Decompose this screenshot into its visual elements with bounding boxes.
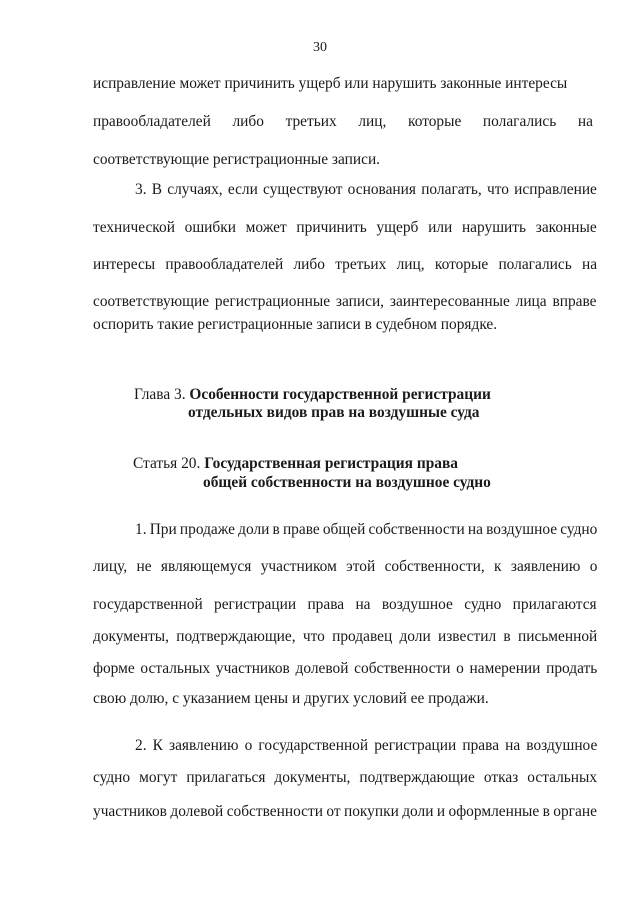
article-prefix: Статья 20. [133,455,201,472]
text-line: 1. При продаже доли в праве общей собственности на воздушное судно [135,521,598,538]
text-line: лицу, не являющемуся участником этой собственности, к заявлению о [93,558,598,575]
text-line: исправление может причинить ущерб или нарушить законные интересы [93,75,568,92]
chapter-title-line2: отдельных видов прав на воздушные суда [188,404,480,421]
chapter-prefix: Глава 3. [134,386,186,403]
text-line: документы, подтверждающие, что продавец доли известил в письменной [93,628,598,645]
word: третьих [285,113,337,130]
text-line: форме остальных участников долевой собственности о намерении продать [93,660,598,677]
text-line: участников долевой собственности от покупки доли и оформленные в органе [93,803,597,820]
article-title-line1: Государственная регистрация права [204,455,458,472]
text-line: соответствующие регистрационные записи. [93,151,381,168]
chapter-heading-line2 [188,404,479,422]
text-line: 2. К заявлению о государственной регистрации права на воздушное [135,737,598,754]
chapter-heading [134,386,491,404]
text-line: судно могут прилагаться документы, подтверждающие отказ остальных [93,769,598,786]
word: правообладателей [93,113,211,130]
word: которые [408,113,462,130]
text-line: интересы правообладателей либо третьих лиц, которые полагались на [93,256,598,273]
text-line: соответствующие регистрационные записи, заинтересованные лица вправе [93,293,597,310]
text-line: свою долю, с указанием цены и других условий ее продажи. [93,690,489,707]
text-line: технической ошибки может причинить ущерб или нарушить законные [93,219,597,236]
text-line-justified [93,113,593,131]
word: либо [232,113,264,130]
text-line: оспорить такие регистрационные записи в судебном порядке. [93,316,498,333]
article-heading [133,455,458,473]
text-line: 3. В случаях, если существуют основания полагать, что исправление [135,181,597,198]
chapter-title-line1: Особенности государственной регистрации [189,386,491,403]
word: лиц, [358,113,387,130]
page-number: 30 [313,40,327,55]
word: полагались [482,113,557,130]
word: на [577,113,593,130]
article-heading-line2 [203,474,491,492]
article-title-line2: общей собственности на воздушное судно [203,474,491,491]
text-line: государственной регистрации права на воздушное судно прилагаются [93,596,597,613]
